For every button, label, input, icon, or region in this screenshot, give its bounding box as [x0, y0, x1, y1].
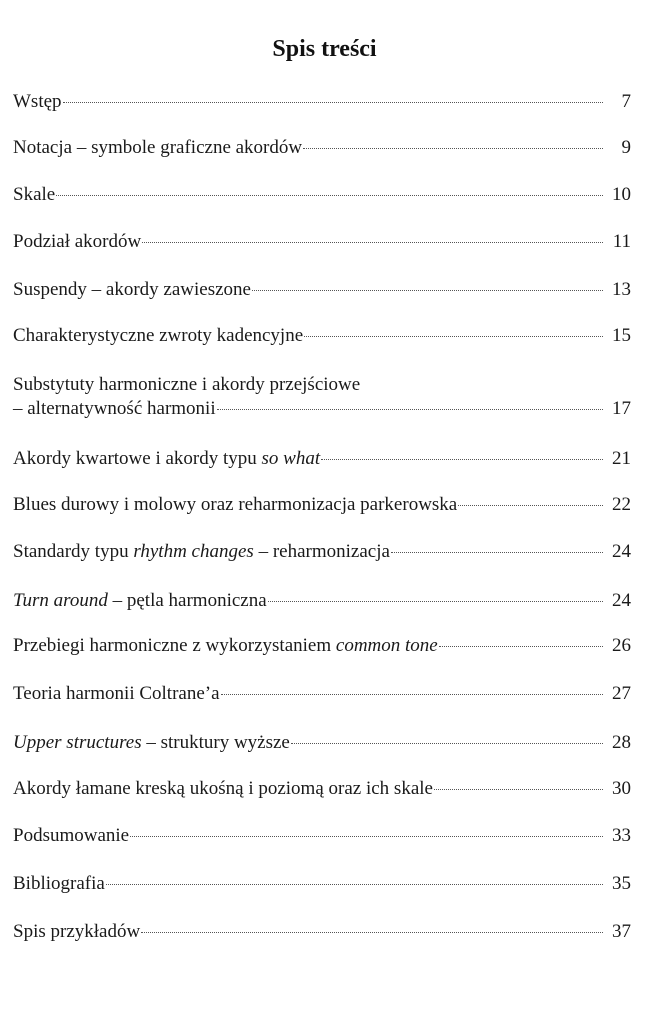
- toc-entry: [13, 872, 631, 896]
- toc-entry-label: Akordy łamane kreską ukośną i poziomą oraz ich skale: [13, 778, 433, 799]
- toc-entry-label: Charakterystyczne zwroty kadencyjne: [13, 325, 304, 346]
- toc-entry: [13, 920, 631, 944]
- toc-entry-label: Suspendy – akordy zawieszone: [13, 279, 251, 300]
- toc-entry-label: Turn around – pętla harmoniczna: [13, 590, 267, 611]
- toc-entry: [13, 493, 631, 517]
- dot-leader: [56, 195, 603, 196]
- dot-leader: [439, 646, 603, 647]
- dot-leader: [391, 552, 603, 553]
- dot-leader: [130, 836, 603, 837]
- dot-leader: [141, 932, 603, 933]
- dot-leader: [458, 505, 603, 506]
- toc-page-number: 24: [612, 590, 631, 611]
- toc-entry-label: Wstęp: [13, 91, 62, 112]
- toc-page-number: 33: [612, 825, 631, 846]
- toc-entry: [13, 777, 631, 801]
- toc-page-number: 21: [612, 448, 631, 469]
- toc-entry: [13, 373, 631, 421]
- toc-page-number: 35: [612, 873, 631, 894]
- toc-entry: [13, 589, 631, 613]
- toc-page-number: 30: [612, 778, 631, 799]
- toc-entry: [13, 136, 631, 160]
- toc-entry: [13, 824, 631, 848]
- toc-entry: [13, 634, 631, 658]
- toc-entry-label: Skale: [13, 184, 56, 205]
- toc-entry-label: Teoria harmonii Coltrane’a: [13, 683, 220, 704]
- dot-leader: [142, 242, 603, 243]
- toc-entry-label-line1: Substytuty harmoniczne i akordy przejściowe: [13, 374, 361, 395]
- toc-entry: [13, 90, 631, 114]
- toc-entry: [13, 230, 631, 254]
- toc-entry: [13, 540, 631, 564]
- toc-page-number: 15: [612, 325, 631, 346]
- toc-page-number: 22: [612, 494, 631, 515]
- dot-leader: [221, 694, 603, 695]
- toc-page-number: 10: [612, 184, 631, 205]
- toc-entry: [13, 731, 631, 755]
- dot-leader: [303, 148, 603, 149]
- toc-entry-label: Blues durowy i molowy oraz reharmonizacja parkerowska: [13, 494, 458, 515]
- toc-entry: [13, 183, 631, 207]
- toc-entry-label: Upper structures – struktury wyższe: [13, 732, 290, 753]
- toc-entry-label: Bibliografia: [13, 873, 105, 894]
- toc-page-number: 13: [612, 279, 631, 300]
- toc-entry: [13, 447, 631, 471]
- toc-entry: [13, 682, 631, 706]
- dot-leader: [217, 409, 603, 410]
- dot-leader: [252, 290, 603, 291]
- toc-page-number: 28: [612, 732, 631, 753]
- dot-leader: [291, 743, 603, 744]
- toc-page-number: 27: [612, 683, 631, 704]
- dot-leader: [106, 884, 603, 885]
- toc-entry: [13, 278, 631, 302]
- toc-page-number: 37: [612, 921, 631, 942]
- toc-entry-label-line2: – alternatywność harmonii: [13, 398, 216, 419]
- toc-page-number: 26: [612, 635, 631, 656]
- dot-leader: [63, 102, 603, 103]
- toc-entry-label: Akordy kwartowe i akordy typu so what: [13, 448, 321, 469]
- toc-entry-label: Spis przykładów: [13, 921, 141, 942]
- toc-entry-label: Podział akordów: [13, 231, 142, 252]
- toc-page-number: 17: [612, 398, 631, 419]
- page-title: Spis treści: [272, 36, 377, 62]
- dot-leader: [434, 789, 603, 790]
- toc-page-number: 24: [612, 541, 631, 562]
- toc-entry-label: Przebiegi harmoniczne z wykorzystaniem common tone: [13, 635, 438, 656]
- dot-leader: [268, 601, 603, 602]
- dot-leader: [304, 336, 603, 337]
- toc-entry-label: Podsumowanie: [13, 825, 130, 846]
- toc-entry-label: Notacja – symbole graficzne akordów: [13, 137, 303, 158]
- toc-entry-label: Standardy typu rhythm changes – reharmonizacja: [13, 541, 390, 562]
- toc-page-number: 7: [621, 91, 631, 112]
- toc-entry: [13, 324, 631, 348]
- toc-page-number: 9: [621, 137, 631, 158]
- toc-page-number: 11: [612, 231, 631, 252]
- dot-leader: [321, 459, 603, 460]
